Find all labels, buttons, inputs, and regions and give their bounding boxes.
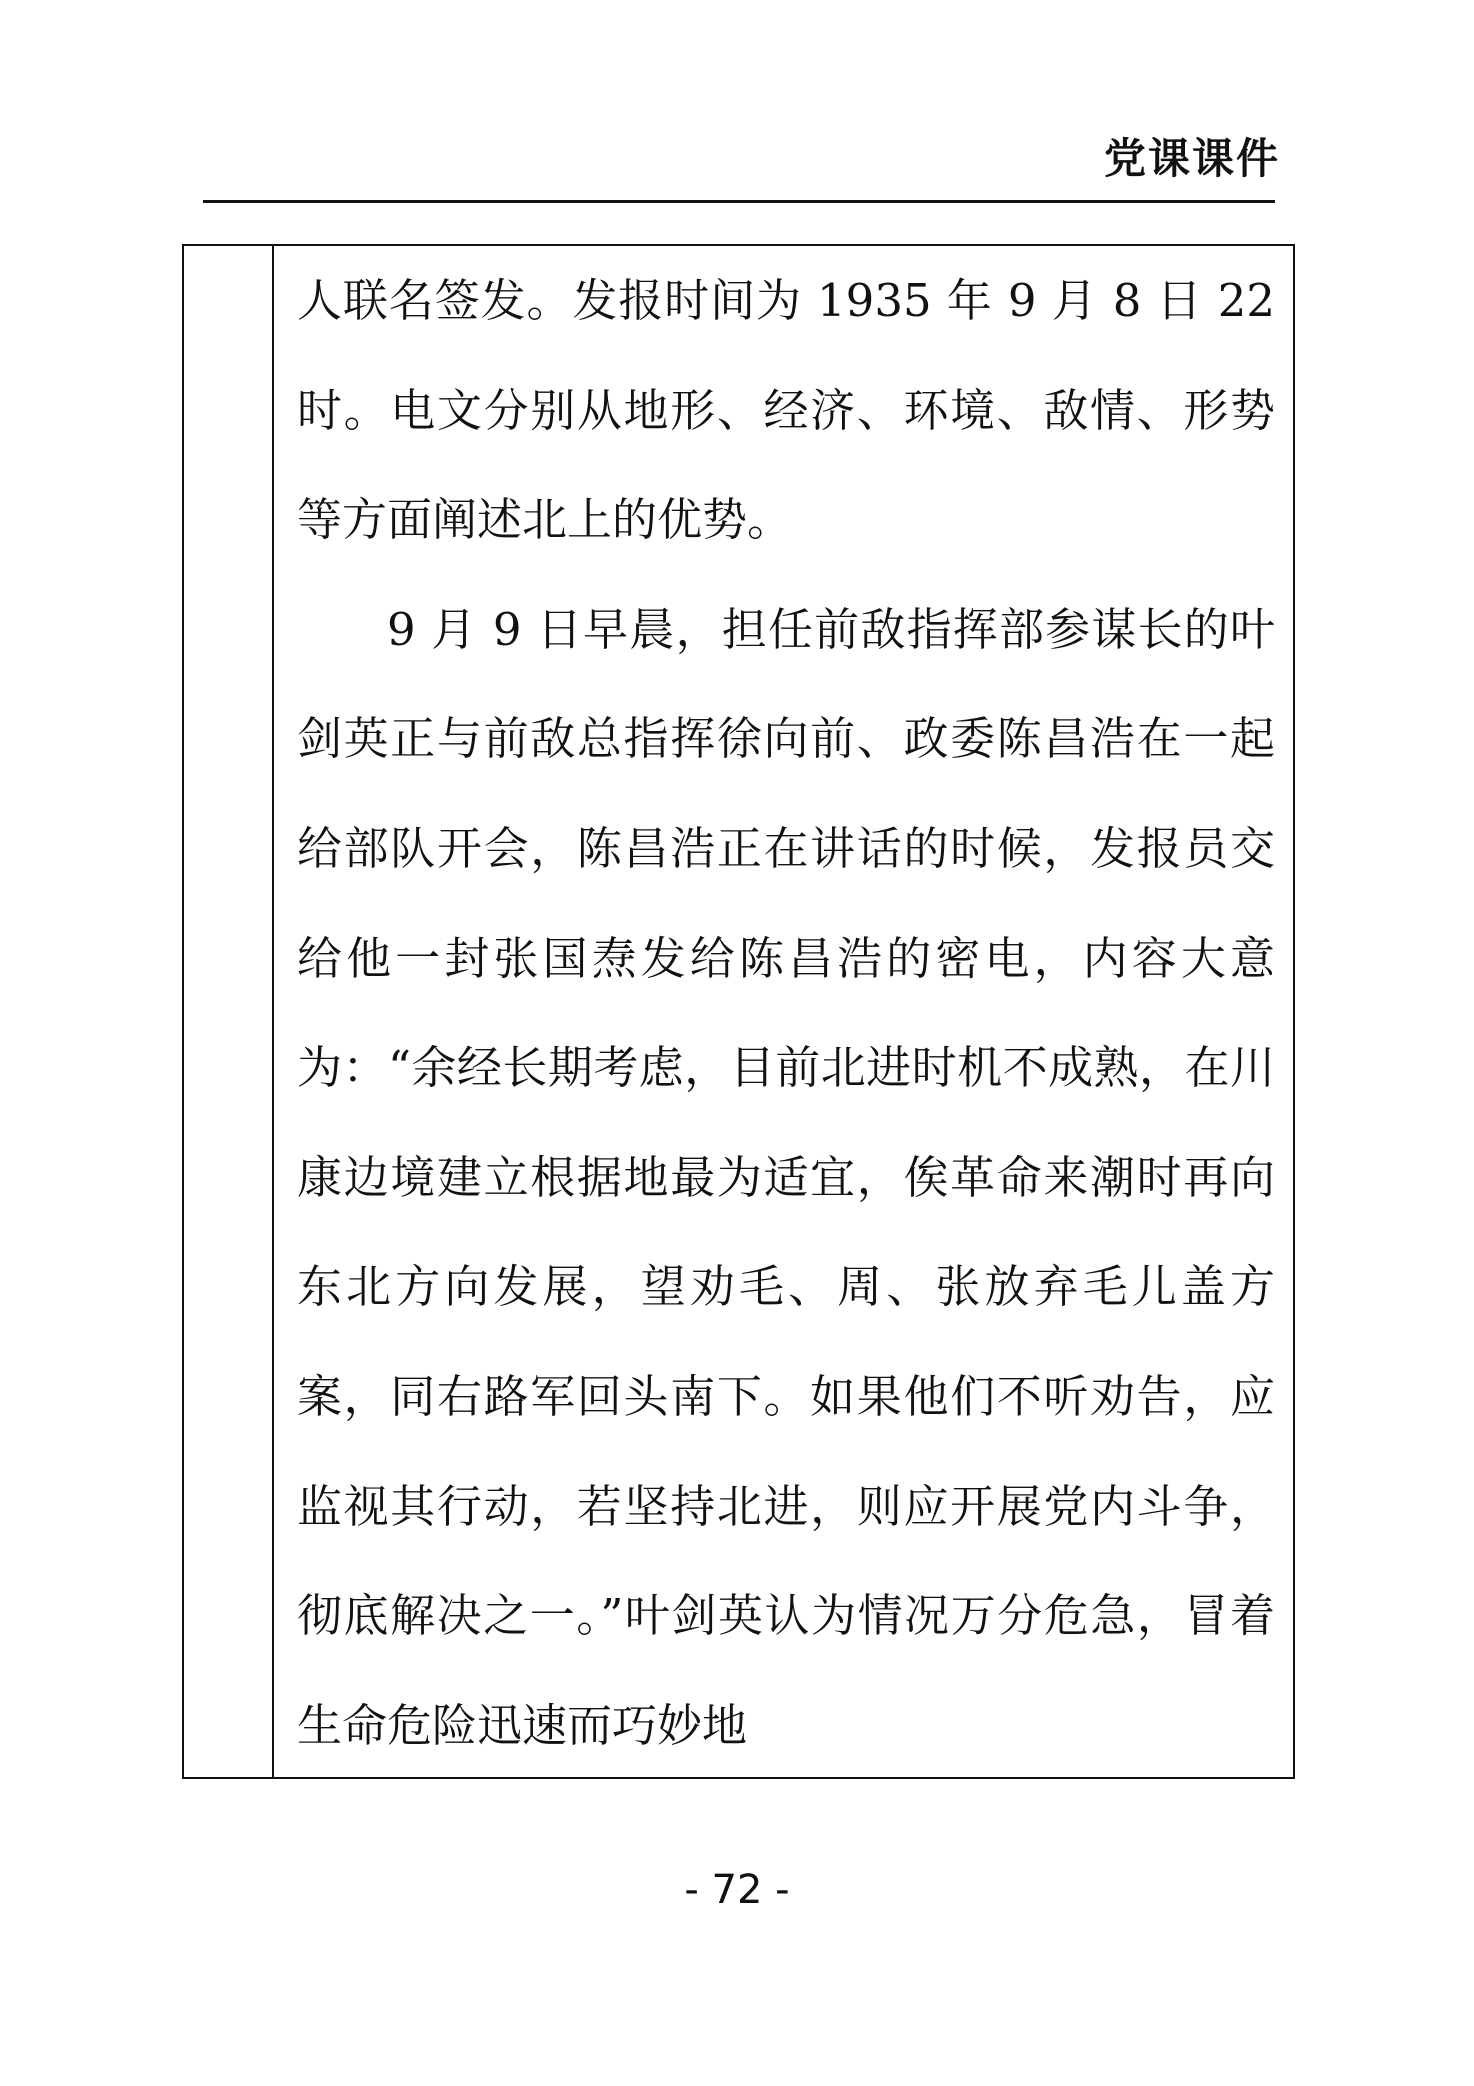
page-number: - 72 - (684, 1867, 790, 1913)
left-column-cell (184, 246, 274, 1777)
text-column-cell (297, 246, 1275, 1780)
content-table (182, 244, 1295, 1779)
paragraph-1: 人联名签发。发报时间为 1935 年 9 月 8 日 22 时。电文分别从地形、经济、环境、敌情、形势等方面阐述北上的优势。 (297, 274, 1275, 547)
header-rule (203, 200, 1275, 203)
header-title: 党课课件 (1103, 134, 1280, 183)
paragraph-2: 9 月 9 日早晨，担任前敌指挥部参谋长的叶剑英正与前敌总指挥徐向前、政委陈昌浩在一起给部队开会，陈昌浩正在讲话的时候，发报员交给他一封张国焘发给陈昌浩的密电，内容大意为：“余经长期考虑，目前北进时机不成熟，在川康边境建立根据地最为适宜，俟革命来潮时再向东北方向发展，望劝毛、周、张放弃毛儿盖方案，同右路军回头南下。如果他们不听劝告，应监视其行动，若坚持北进，则应开展党内斗争，彻底解决之一。”叶剑英认为情况万分危急，冒着生命危险迅速而巧妙地 (297, 602, 1275, 1752)
